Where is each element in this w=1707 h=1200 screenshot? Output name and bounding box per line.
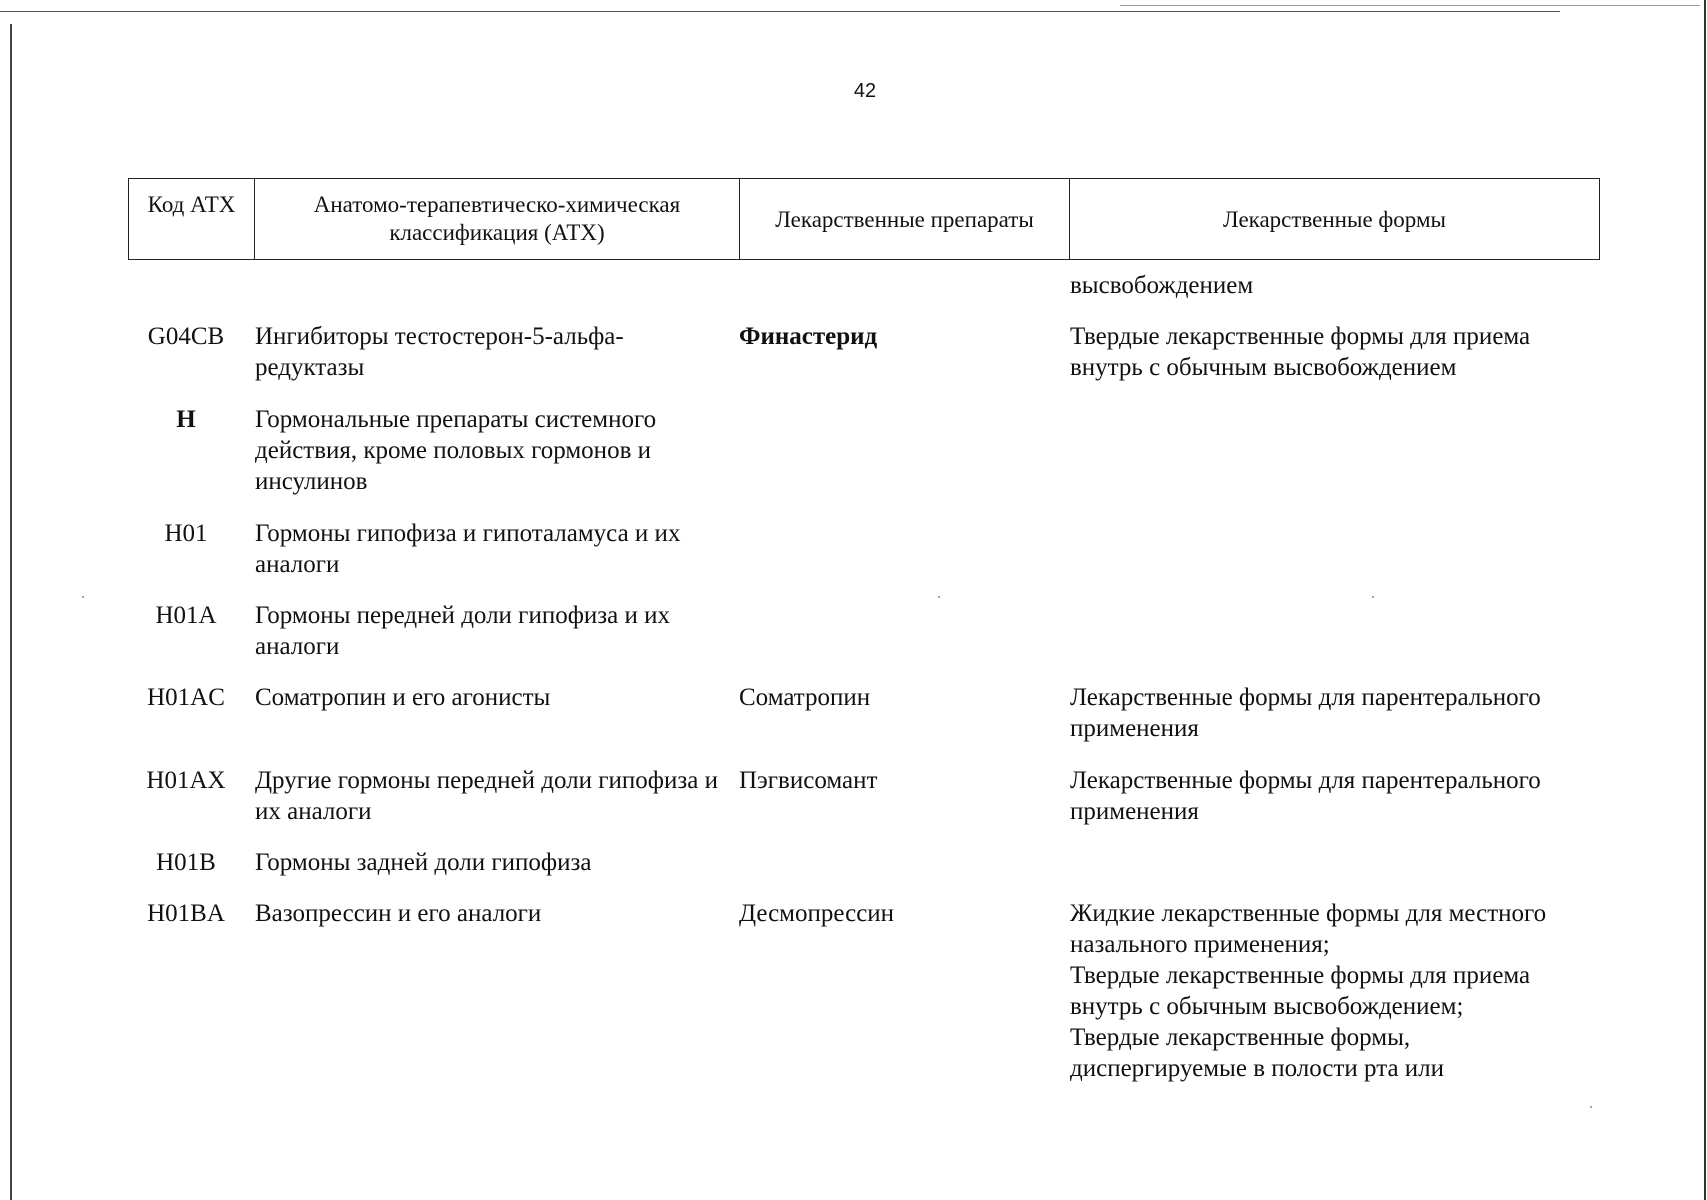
table-header: [128, 178, 1600, 260]
row-code: H01BA: [147, 900, 225, 927]
header-drugs: Лекарственные препараты: [740, 179, 1070, 259]
row-classification: Гормоны передней доли гипофиза и их аналоги: [255, 602, 671, 660]
scan-speck: [82, 596, 84, 598]
row-classification: Другие гормоны передней доли гипофиза и их аналоги: [255, 767, 718, 825]
row-classification: Ингибиторы тестостерон-5-альфа-редуктазы: [255, 323, 624, 381]
row-code: H01B: [156, 849, 216, 876]
scan-speck: [1590, 1106, 1592, 1108]
row-drug: Пэгвисомант: [739, 767, 878, 794]
row-classification: Соматропин и его агонисты: [255, 684, 551, 711]
row-drug: Десмопрессин: [739, 900, 895, 927]
header-classification: Анатомо-терапевтическо-химическая классификация (АТХ): [255, 179, 740, 259]
row-code: H01A: [155, 602, 217, 629]
scan-speck: [1372, 596, 1374, 598]
header-code: Код АТХ: [129, 179, 255, 259]
row-forms: Лекарственные формы для парентерального применения: [1070, 684, 1541, 742]
row-forms: Твердые лекарственные формы для приема внутрь с обычным высвобождением: [1070, 323, 1531, 381]
row-forms: высвобождением: [1070, 272, 1254, 299]
scan-border-top: [0, 11, 1560, 12]
row-forms: Жидкие лекарственные формы для местного назального применения; Твердые лекарственные формы для приема внутрь с обычным высвобождением; Твердые лекарственные формы, диспергируемые в полости рта или: [1070, 900, 1547, 1082]
scan-speck: [938, 596, 940, 598]
row-classification: Гормоны задней доли гипофиза: [255, 849, 592, 876]
row-code: H01AC: [147, 684, 225, 711]
row-code: G04CB: [147, 323, 225, 350]
row-forms: Лекарственные формы для парентерального применения: [1070, 767, 1541, 825]
row-drug: Финастерид: [739, 323, 878, 350]
row-classification: Гормоны гипофиза и гипоталамуса и их аналоги: [255, 520, 681, 578]
row-classification: Гормональные препараты системного действия, кроме половых гормонов и инсулинов: [255, 406, 657, 495]
scan-border-top-secondary: [1120, 5, 1700, 6]
header-forms: Лекарственные формы: [1223, 207, 1446, 232]
row-code: H: [176, 406, 196, 433]
scan-border-left: [10, 24, 12, 1200]
row-classification: Вазопрессин и его аналоги: [255, 900, 542, 927]
row-drug: Соматропин: [739, 684, 871, 711]
scan-border-right: [1704, 0, 1706, 1200]
page-number: 42: [853, 80, 877, 102]
row-code: H01: [164, 520, 208, 547]
row-code: H01AX: [146, 767, 226, 794]
